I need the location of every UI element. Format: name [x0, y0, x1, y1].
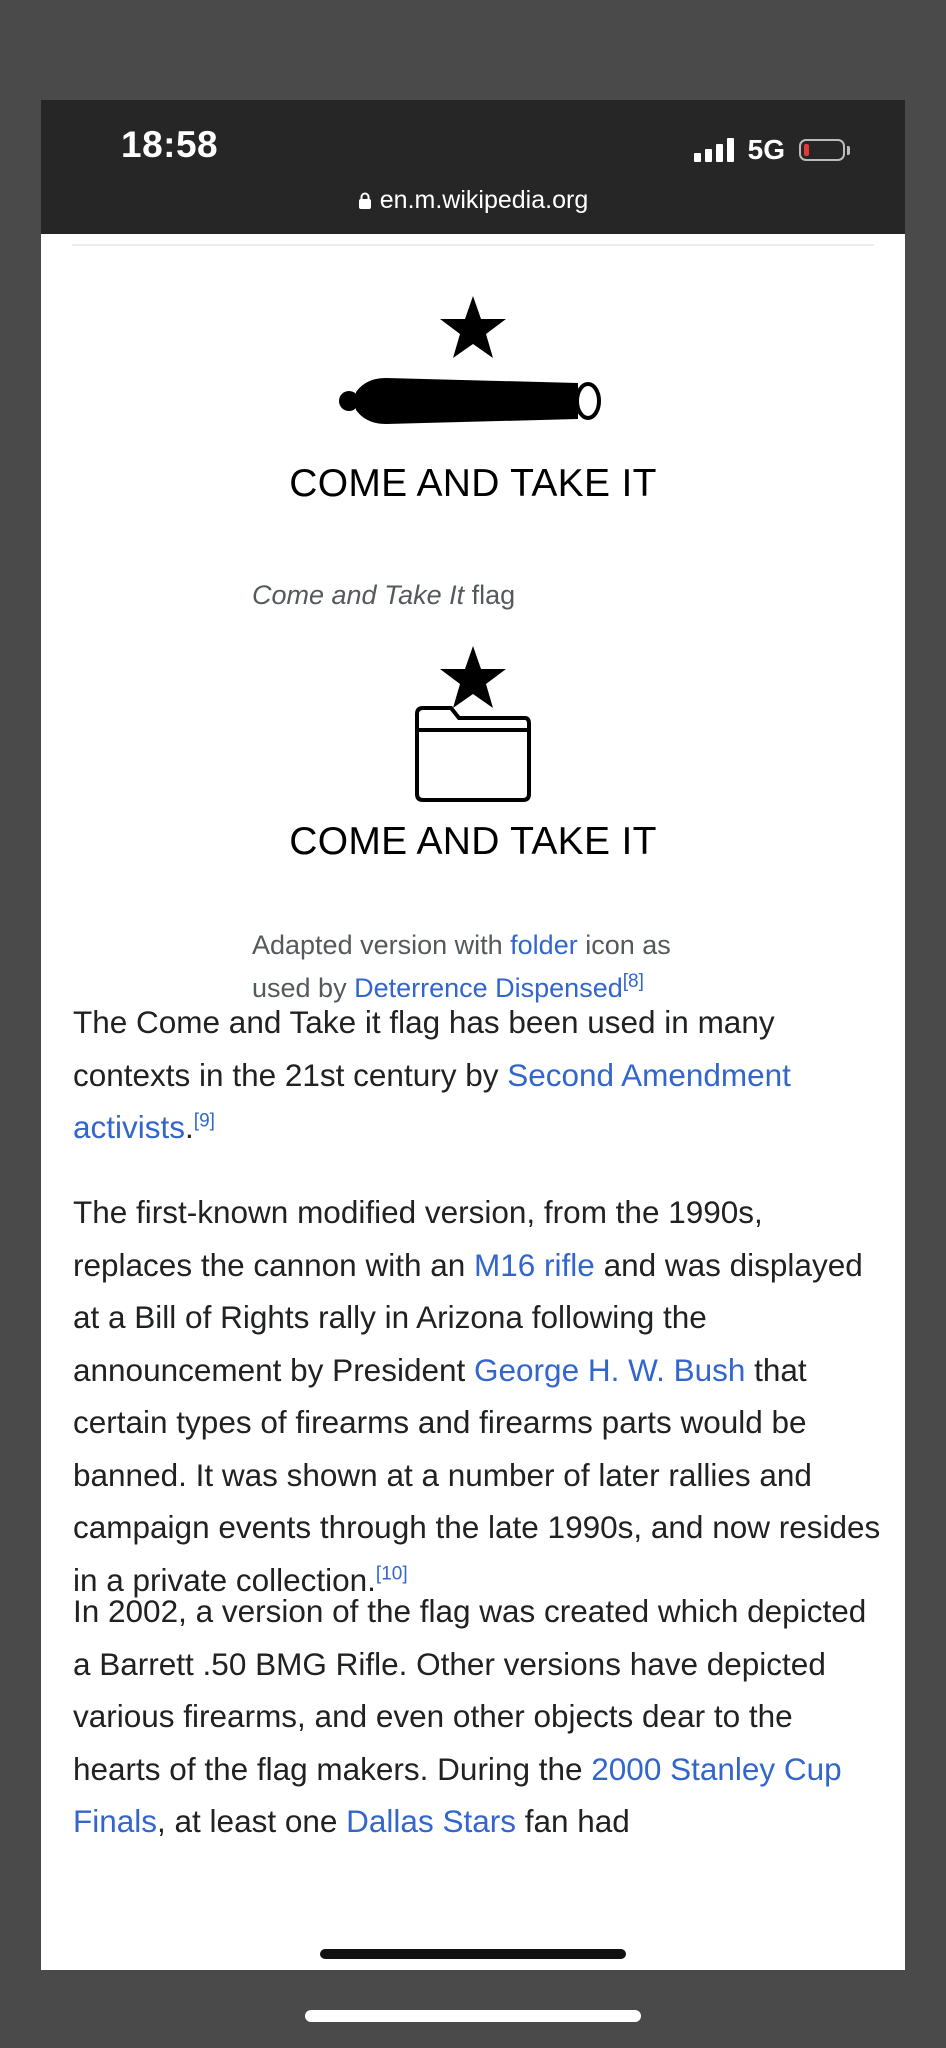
- paragraph-text: In 2002, a version of the flag was created which depicted a Barrett .50 BMG Rifle. Other versions have depicted various firearms, and even other objects dear to the hearts of the flag makers. During the: [73, 1593, 867, 1787]
- browser-window: [41, 100, 905, 1970]
- caption-text: Adapted version with: [252, 930, 511, 960]
- link-m16-rifle[interactable]: M16 rifle: [474, 1246, 595, 1283]
- link-folder[interactable]: folder: [510, 930, 578, 960]
- paragraph-text: that certain types of firearms and firearms parts would be banned. It was shown at a number of later rallies and campaign events through the late 1990s, and now resides in a private collection.: [73, 1351, 881, 1598]
- home-indicator[interactable]: [305, 2010, 641, 2022]
- citation-8[interactable]: [8]: [622, 971, 644, 992]
- section-divider: [72, 244, 874, 246]
- paragraph-2: [73, 1186, 883, 1606]
- flag-slogan: COME AND TAKE IT: [289, 462, 657, 505]
- caption-text: icon as used by: [252, 930, 671, 1003]
- paragraph-text: The first-known modified version, from the 1990s, replaces the cannon with an: [73, 1194, 763, 1283]
- link-dallas-stars[interactable]: Dallas Stars: [346, 1803, 516, 1839]
- link-george-bush[interactable]: George H. W. Bush: [474, 1351, 746, 1388]
- network-type: 5G: [747, 134, 785, 165]
- paragraph-text: and was displayed at a Bill of Rights rally in Arizona following the announcement by President: [73, 1246, 863, 1388]
- address-bar[interactable]: [41, 186, 905, 215]
- link-deterrence-dispensed[interactable]: Deterrence Dispensed: [354, 973, 623, 1003]
- flag-image-cannon[interactable]: [41, 294, 905, 506]
- caption-italic: Come and Take It: [252, 580, 465, 610]
- paragraph-text: .: [185, 1109, 194, 1145]
- caption-text: flag: [464, 580, 516, 610]
- paragraph-text: The Come and Take it flag has been used in many contexts in the 21st century by: [73, 1004, 775, 1093]
- article-content: [41, 234, 905, 1970]
- status-bar: [41, 100, 905, 234]
- cannon-icon: [338, 370, 608, 432]
- star-icon: [438, 644, 508, 710]
- paragraph-3: [73, 1585, 883, 1848]
- signal-bars-icon: [694, 138, 734, 162]
- citation-9[interactable]: [9]: [193, 1110, 215, 1132]
- paragraph-text: , at least one: [157, 1803, 347, 1839]
- lock-icon: [358, 192, 372, 210]
- star-icon: [438, 294, 508, 360]
- citation-10[interactable]: [10]: [375, 1563, 408, 1584]
- battery-icon: [799, 139, 845, 161]
- url-text: en.m.wikipedia.org: [379, 186, 589, 214]
- figure-caption-1: [252, 574, 712, 617]
- status-icons: [694, 134, 850, 166]
- battery-tip: [847, 146, 850, 155]
- home-indicator-overlay: [320, 1949, 626, 1959]
- folder-icon: [413, 704, 533, 804]
- paragraph-text: fan had: [515, 1803, 630, 1839]
- link-second-amendment[interactable]: Second Amendment activists: [73, 1056, 791, 1145]
- clock: 18:58: [121, 124, 219, 165]
- paragraph-1: [73, 996, 883, 1154]
- flag-slogan: COME AND TAKE IT: [289, 820, 657, 863]
- link-stanley-cup[interactable]: 2000 Stanley Cup Finals: [73, 1750, 842, 1839]
- flag-image-folder[interactable]: [41, 644, 905, 864]
